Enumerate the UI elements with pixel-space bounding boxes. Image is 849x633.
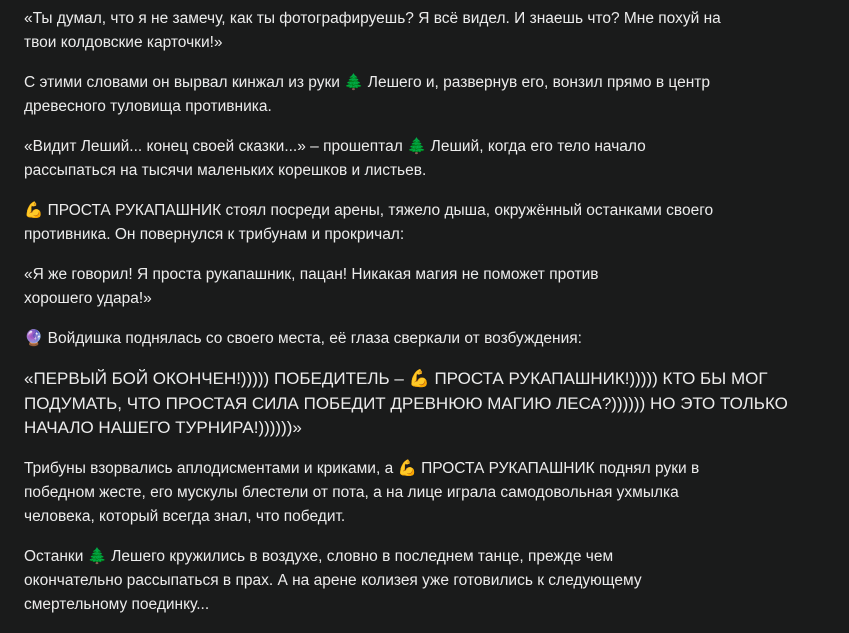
text-line: 💪 ПРОСТА РУКАПАШНИК стоял посреди арены, тяжело дыша, окружённый останками своего — [24, 202, 714, 219]
message-body — [24, 7, 824, 633]
paragraph-6 — [24, 327, 824, 351]
text-line: окончательно рассыпаться в прах. А на арене колизея уже готовились к следующему — [24, 571, 642, 589]
text-line: хорошего удара!» — [24, 290, 152, 307]
paragraph-8 — [24, 457, 824, 529]
text-line: НАЧАЛО НАШЕГО ТУРНИРА!))))))» — [24, 418, 302, 437]
text-line: древесного туловища противника. — [24, 98, 272, 115]
text-line: Останки 🌲 Лешего кружились в воздухе, словно в последнем танце, прежде чем — [24, 547, 614, 565]
text-line: «Я же говорил! Я проста рукапашник, пацан! Никакая магия не поможет против — [24, 266, 599, 283]
paragraph-9 — [24, 545, 824, 617]
text-line: «ПЕРВЫЙ БОЙ ОКОНЧЕН!))))) ПОБЕДИТЕЛЬ – 💪 ПРОСТА РУКАПАШНИК!))))) КТО БЫ МОГ — [24, 369, 768, 388]
text-line: Трибуны взорвались аплодисментами и криками, а 💪 ПРОСТА РУКАПАШНИК поднял руки в — [24, 459, 700, 477]
text-line: человека, который всегда знал, что победит. — [24, 507, 346, 525]
paragraph-7-shout — [24, 367, 824, 441]
text-line: смертельному поединку... — [24, 595, 210, 613]
paragraph-1 — [24, 7, 824, 55]
text-line: ПОДУМАТЬ, ЧТО ПРОСТАЯ СИЛА ПОБЕДИТ ДРЕВНЮЮ МАГИЮ ЛЕСА?)))))) НО ЭТО ТОЛЬКО — [24, 393, 788, 413]
text-line: «Видит Леший... конец своей сказки...» – прошептал 🌲 Леший, когда его тело начало — [24, 138, 646, 155]
text-line: твои колдовские карточки!» — [24, 34, 223, 51]
paragraph-5 — [24, 263, 824, 311]
text-line: «Ты думал, что я не замечу, как ты фотографируешь? Я всё видел. И знаешь что? Мне похуй на — [24, 10, 721, 27]
text-line: противника. Он повернулся к трибунам и прокричал: — [24, 226, 405, 243]
paragraph-3 — [24, 135, 824, 183]
text-line: победном жесте, его мускулы блестели от пота, а на лице играла самодовольная ухмылка — [24, 483, 679, 501]
paragraph-2 — [24, 71, 824, 119]
text-line: рассыпаться на тысячи маленьких корешков и листьев. — [24, 162, 427, 179]
paragraph-4 — [24, 199, 824, 247]
text-line: 🔮 Войдишка поднялась со своего места, её глаза сверкали от возбуждения: — [24, 330, 582, 347]
text-line: С этими словами он вырвал кинжал из руки 🌲 Лешего и, развернув его, вонзил прямо в центр — [24, 74, 710, 91]
